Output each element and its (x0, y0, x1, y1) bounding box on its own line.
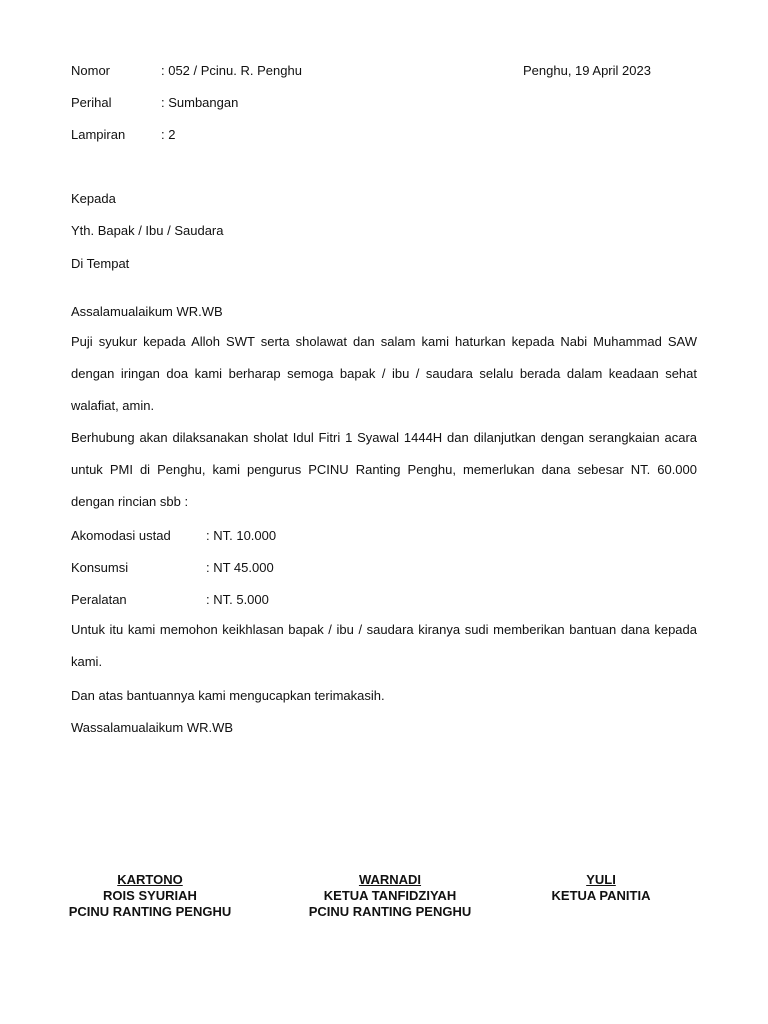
recipient-kepada: Kepada (71, 191, 116, 206)
paragraph-request: Untuk itu kami memohon keikhlasan bapak / ibu / saudara kiranya sudi memberikan bantuan dana kepada kami. (71, 622, 697, 669)
signature-block-panitia (531, 872, 671, 904)
signature-name: YULI (586, 872, 616, 887)
paragraph-opening: Puji syukur kepada Alloh SWT serta sholawat dan salam kami haturkan kepada Nabi Muhammad SAW dengan iringan doa kami berharap semoga bapak / ibu / saudara selalu berada dalam keadaan sehat walafiat, amin. (71, 334, 697, 413)
signature-org: PCINU RANTING PENGHU (308, 904, 472, 919)
item-value: : NT. 10.000 (206, 528, 277, 543)
lampiran-value: : 2 (161, 127, 176, 142)
signature-block-tanfidziyah (290, 872, 490, 920)
nomor-label: Nomor (71, 63, 111, 78)
signature-org: PCINU RANTING PENGHU (68, 904, 232, 919)
item-value: : NT 45.000 (206, 560, 274, 575)
item-label: Akomodasi ustad (71, 528, 171, 543)
paragraph-purpose: Berhubung akan dilaksanakan sholat Idul Fitri 1 Syawal 1444H dan dilanjutkan dengan serangkaian acara untuk PMI di Penghu, kami pengurus PCINU Ranting Penghu, memerlukan dana sebesar NT. 60.000 dengan rincian sbb : (71, 430, 697, 509)
perihal-label: Perihal (71, 95, 112, 110)
item-value: : NT. 5.000 (206, 592, 269, 607)
signature-name: WARNADI (358, 872, 422, 887)
nomor-value: : 052 / Pcinu. R. Penghu (161, 63, 302, 78)
greeting: Assalamualaikum WR.WB (71, 304, 223, 319)
paragraph-thanks: Dan atas bantuannya kami mengucapkan terimakasih. (71, 688, 385, 703)
signature-block-rois (60, 872, 240, 920)
recipient-tempat: Di Tempat (71, 256, 130, 271)
lampiran-label: Lampiran (71, 127, 126, 142)
signature-name: KARTONO (117, 872, 183, 887)
signature-role: KETUA TANFIDZIYAH (323, 888, 457, 903)
signature-role: KETUA PANITIA (551, 888, 651, 903)
perihal-value: : Sumbangan (161, 95, 239, 110)
item-label: Peralatan (71, 592, 127, 607)
signature-role: ROIS SYURIAH (103, 888, 197, 903)
letter-date: Penghu, 19 April 2023 (523, 63, 651, 78)
item-label: Konsumsi (71, 560, 129, 575)
closing: Wassalamualaikum WR.WB (71, 720, 234, 735)
recipient-yth: Yth. Bapak / Ibu / Saudara (71, 223, 224, 238)
